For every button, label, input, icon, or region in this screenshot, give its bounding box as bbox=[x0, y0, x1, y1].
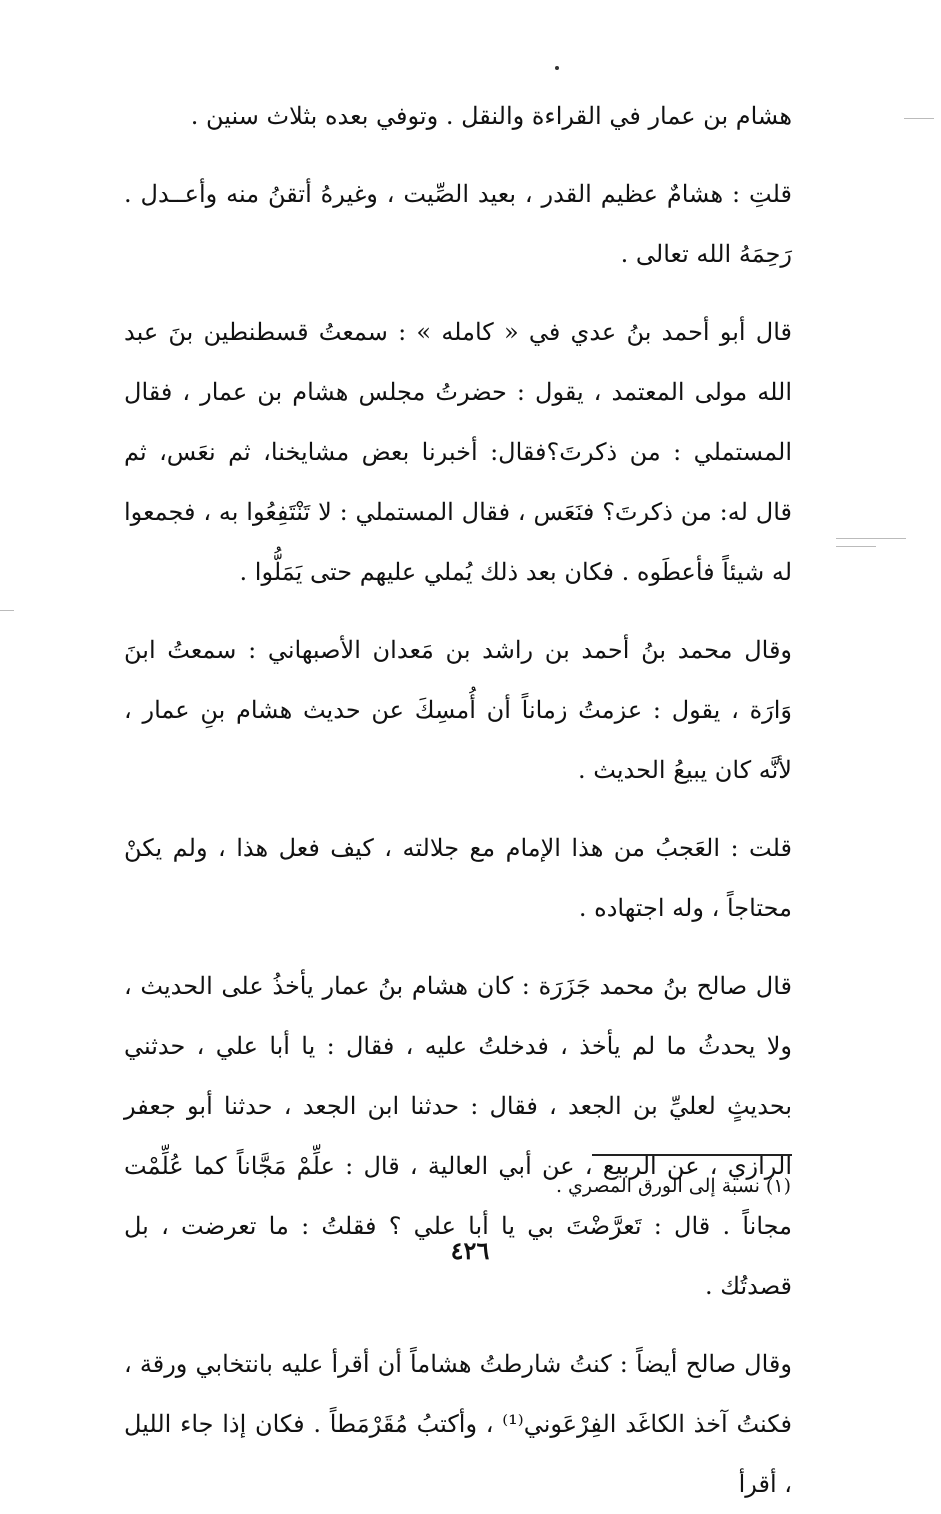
paragraph-6: قال صالح بنُ محمد جَزَرَة : كان هشام بنُ عمار يأخذُ على الحديث ، ولا يحدثُ ما لم يأخذ ، فدخلتُ عليه ، فقال : يا أبا علي ، حدثني بحديثٍ لعليِّ بن الجعد ، فقال : حدثنا ابن الجعد ، حدثنا أبو جعفر الرازي ، عن الربيع ، عن أبي العالية ، قال : علِّمْ مَجَّاناً كما عُلِّمْت مجاناً . قال : تَعرَّضْتَ بي يا أبا علي ؟ فقلتُ : ما تعرضت ، بل قصدتُك . bbox=[124, 972, 792, 1300]
scan-edge-mark bbox=[0, 610, 14, 611]
paragraph-7: وقال صالح أيضاً : كنتُ شارطتُ هشاماً أن أقرأ عليه بانتخابي ورقة ، فكنتُ آخذ الكاغَد الفِرْعَوني⁽¹⁾ ، وأكتبُ مُقَرْمَطاً . فكان إذا جاء الليل ، أقرأ bbox=[124, 1350, 792, 1498]
paragraph-4: وقال محمد بنُ أحمد بن راشد بن مَعدان الأصبهاني : سمعتُ ابنَ وَارَة ، يقول : عزمتُ زماناً أن أُمسِكَ عن حديث هشام بنِ عمار ، لأنَّه كان يبيعُ الحديث . bbox=[124, 636, 792, 784]
paragraph-2: قلتِ : هشامٌ عظيم القدر ، بعيد الصِّيت ، وغيرهُ أتقنُ منه وأعــدل . رَحِمَهُ الله تعالى . bbox=[124, 180, 792, 268]
footnote: (١) نسبة إلى الورق المصري . bbox=[555, 1175, 791, 1197]
paragraph-3: قال أبو أحمد بنُ عدي في « كامله » : سمعتُ قسطنطين بنَ عبد الله مولى المعتمد ، يقول : حضرتُ مجلس هشام بن عمار ، فقال المستملي : من ذكرتَ؟فقال: أخبرنا بعض مشايخنا، ثم نعَس، ثم قال له: من ذكرتَ؟ فنَعَس ، فقال المستملي : لا تَنْتَفِعُوا به ، فجمعوا له شيئاً فأعطَوه . فكان بعد ذلك يُملي عليهم حتى يَمَلُّوا . bbox=[124, 318, 793, 586]
page-number: ٤٢٦ bbox=[450, 1236, 490, 1265]
body-text bbox=[124, 86, 792, 1514]
scan-edge-mark bbox=[836, 546, 876, 547]
scan-edge-mark bbox=[904, 118, 934, 119]
paragraph-1: هشام بن عمار في القراءة والنقل . وتوفي بعده بثلاث سنين . bbox=[190, 102, 792, 130]
paragraph-5: قلت : العَجبُ من هذا الإمام مع جلالته ، كيف فعل هذا ، ولم يكنْ محتاجاً ، وله اجتهاده . bbox=[124, 834, 793, 922]
ink-dot bbox=[555, 66, 559, 70]
footnote-separator bbox=[592, 1154, 792, 1156]
scan-edge-mark bbox=[836, 538, 906, 539]
